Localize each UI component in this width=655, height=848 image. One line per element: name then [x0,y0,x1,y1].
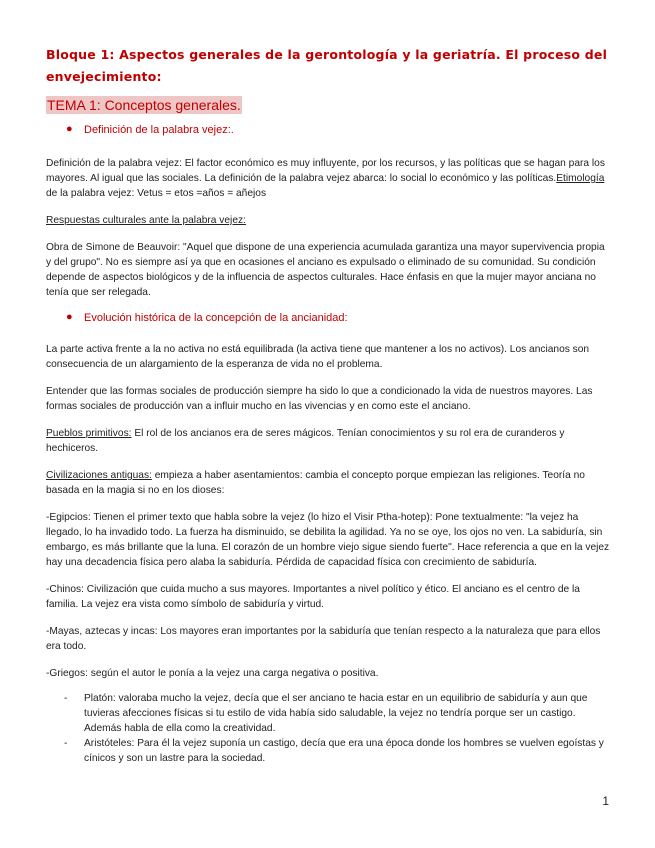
bullet-definicion [66,124,611,136]
list-item [46,691,611,736]
paragraph-mayas: -Mayas, aztecas y incas: Los mayores eran importantes por la sabiduría que tenían respecto a la naturaleza que para ellos era todo. [46,626,601,652]
paragraph-egipcios: -Egipcios: Tienen el primer texto que habla sobre la vejez (lo hizo el Visir Ptha-hotep): Pone textualmente: "la vejez ha llegado, lo ha invadido todo. La fuerza ha disminuido, se debilita la agilidad. Ya no se oye, los ojos no ven. La sabiduría, sin embargo, es más brillante que la luna. El corazón de un hombre viejo sigue siendo fuerte". Hace referencia a que en la vejez hay una decadencia física pero alaba la sabiduría. Pérdida de capacidad física con crecimiento de sabiduría. [46,512,610,568]
bullet-evolucion-text: Evolución histórica de la concepción de la ancianidad: [84,312,348,324]
etimologia-text: de la palabra vejez: Vetus = etos =años = añejos [46,188,267,199]
list-item [46,736,611,766]
dash-marker: - [64,738,68,749]
pueblos-label: Pueblos primitivos: [46,428,132,439]
tema-heading: TEMA 1: Conceptos generales. [47,97,241,113]
paragraph-griegos: -Griegos: según el autor le ponía a la vejez una carga negativa o positiva. [46,668,379,679]
paragraph-chinos: -Chinos: Civilización que cuida mucho a sus mayores. Importantes a nivel político y ético. El anciano es el centro de la familia. La vejez era vista como símbolo de sabiduría y virtud. [46,584,580,610]
paragraph-parte-activa: La parte activa frente a la no activa no está equilibrada (la activa tiene que mantener a los no activos). Los ancianos son consecuencia de un alargamiento de la esperanza de vida no el problema. [46,344,590,370]
p1-text: Definición de la palabra vejez: El factor económico es muy influyente, por los recursos, y las políticas que se hagan para los mayores. Al igual que las sociales. La definición de la palabra vejez abarca: lo social lo económico y las políticas. [46,158,605,184]
dash-marker: - [64,693,68,704]
pueblos-text: El rol de los ancianos era de seres mágicos. Tenían conocimientos y su rol era de curanderos y hechiceros. [46,428,565,454]
bloque-heading: Bloque 1: Aspectos generales de la gerontología y la geriatría. El proceso del envejecimiento: [46,47,608,84]
etimologia-label: Etimología [556,173,605,184]
paragraph-formas-sociales: Entender que las formas sociales de producción siempre ha sido lo que a condicionado la vida de nuestros mayores. Las formas sociales de producción van a influir mucho en las vivencias y en como este el anciano. [46,386,593,412]
paragraph-pueblos [46,426,611,456]
civilizaciones-label: Civilizaciones antiguas: [46,470,152,481]
paragraph-definicion [46,156,611,201]
bullet-dot-icon: ● [66,123,73,135]
list-item-text: Aristóteles: Para él la vejez suponía un castigo, decía que era una época donde los hombres se vuelven egoístas y cínicos y son un lastre para la sociedad. [84,738,604,764]
respuestas-heading: Respuestas culturales ante la palabra vejez: [46,215,246,226]
paragraph-civilizaciones [46,468,611,498]
bullet-evolucion [66,312,611,324]
bullet-definicion-text: Definición de la palabra vejez:. [84,124,234,136]
griegos-list [46,691,611,766]
list-item-text: Platón: valoraba mucho la vejez, decía que el ser anciano te hacia estar en un equilibrio de sabiduría y aun que tuvieras afecciones físicas si tu estilo de vida había sido saludable, la vejez no tendría porque ser un castigo. Además habla de ella como la creatividad. [84,693,588,734]
bullet-dot-icon: ● [66,311,73,323]
page-number: 1 [602,794,609,808]
civilizaciones-text: empieza a haber asentamientos: cambia el concepto porque empiezan las religiones. Teoría no basada en la magia si no en los dioses: [46,470,585,496]
paragraph-beauvoir: Obra de Simone de Beauvoir: "Aquel que dispone de una experiencia acumulada garantiza una mayor supervivencia propia y del grupo". No es siempre así ya que en ocasiones el anciano es expulsado o eliminado de su comunidad. Su condición depende de aspectos biológicos y de la influencia de aspectos culturales. Hace énfasis en que la mujer mayor anciana no tenía que ser relegada. [46,242,605,298]
